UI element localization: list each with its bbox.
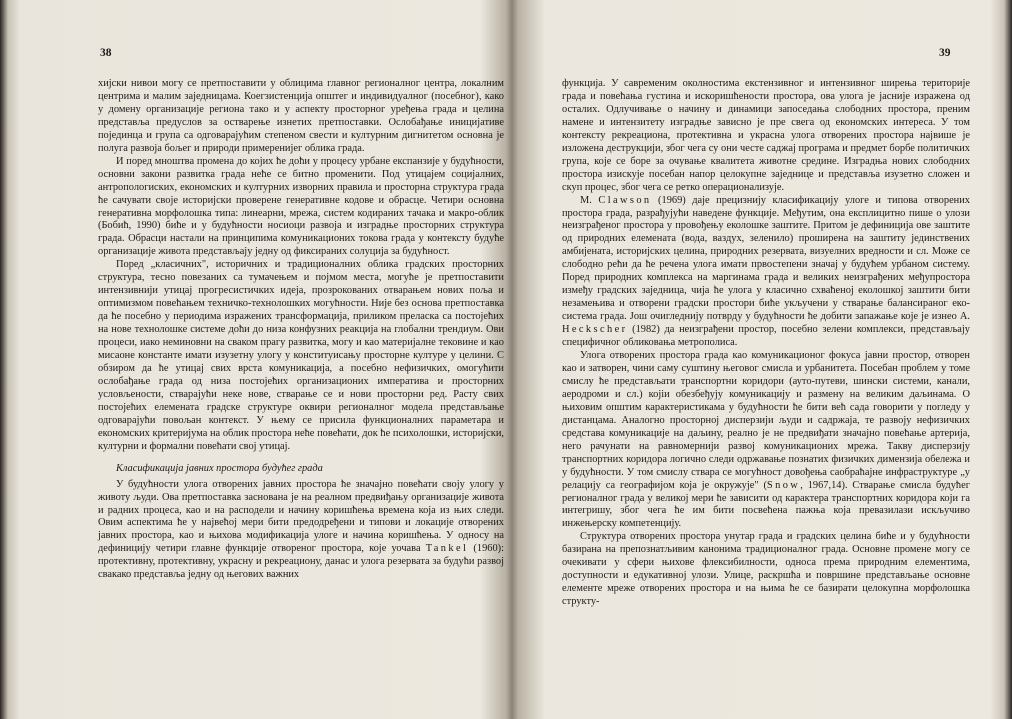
paragraph: И поред мноштва промена до којих ће доћи у процесу урбане експанзије у будућности, основни закони развитка града неће се битно променити. Под утицајем социјалних, антропологиских, економских и културних изворних правила и просторна структура града ће сачувати своје историјски проверене генеративне кодове и обрасце. Четири основна генеративна морфолошка типа: линеарни, мрежа, систем кодираних тачака и макро-облик (Бобић, 1990) биће и у будућности носиоци развоја и изградње просторних структура града. Обрасци настали на принципима комуникационих токова града у контексту будуће организације живота представљају једну од фиксираних солуција за будућност.: [98, 155, 504, 258]
paragraph: [562, 350, 970, 531]
left-page: [14, 0, 506, 719]
paragraph-text: У будућности улога отворених јавних простора ће значајно повећати своју улогу у животу људи. Ова претпоставка заснована је на реалном предвиђању организације живота и радних процеса, као и на расподели и начину коришћења времена која из њих следи. Овим аспектима ће у највећој мери бити предодређени и типови и локације отворених јавних простора, као и њихова модификација улоге и начина коришћења. У односу на дефиницију четири главне функције отвореног простора, које уочава: [98, 478, 504, 555]
paragraph: [98, 479, 504, 583]
right-page: [522, 0, 1006, 719]
page-number-right: 39: [939, 47, 951, 59]
paragraph-text: (1982) да неизграђени простор, посебно зелени комплекси, представљају специфичног обликовања метрополиса.: [562, 324, 970, 349]
paragraph-text: (1960): протективну, протективну, украсну и рекреациону, данас и улога резервата за будући развој свакако представља једну од његових важних: [98, 543, 505, 581]
paragraph: хијски нивои могу се претпоставити у облицима главног регионалног центра, локалним центрима и малим заједницама. Коегзистенција општег и индивидуалног (посебног), како у домену организације региона тако и у аспекту просторног уређења града и целина представља предуслов за остварење изнетих претпоставки. Ослобађање иницијативе појединца и група са одговарајућим степеном свести и културним дигнитетом основна је полуга развоја бољег и природи примеренијег облика града.: [98, 78, 504, 154]
left-page-body: [98, 78, 504, 582]
section-heading: Класификација јавних простора будућег града: [116, 462, 323, 474]
right-page-body: [562, 78, 970, 609]
author-name: Snow: [766, 479, 801, 491]
paragraph: функција. У савременим околностима екстензивног и интензивног ширења територије града и повећања густина и искоришћености простора, ова улога је јасније изражена од осталих. Одлучивање о начину и динамици запоседања слободних простора, преним наменe и интензитету изградње зависно је пре свега од економских интереса. У том контексту рекреационa, протективна и украсна улога отворених простора највише је изложена деструкцији, због чега су они честе саджај програма и предмет борбе политичких група, које се боре за очување квалитета животне средине. Изградња нових слободних простора изискује посебан напор целокупне заједнице и представља изузетно сложен и скуп процес, због чега се ретко операционализује.: [562, 78, 970, 193]
paragraph-text: (1969) даје прецизнију класификацију улоге и типова отворених простора града, разрађујући наведене функције. Међутим, она експлицитно пише о улози неизграђеног простора у провођењу еколошке заштите. Притом је дефиниција ове заштите од природних елемената (вода, ваздух, зеленило) проширена на заштиту јединствених амбијената, историјских целина, природних резервата, визуелних вредности и сл. Може се слободно рећи да ће речена улога имати првостепени значај у будућем урбаном систему. Поред природних комплекса на маргинама града и великих неизграђених међупростора између градских заједница, чија ће улога у класично схваћеној еколошкој заштити бити незамењива и отворени градски простори биће укључени у стварање балансираног еко-система града. Још очигледнију потврду у будућности ће добити запажање које је изнео A.: [562, 194, 970, 323]
paragraph: Структура отворених простора унутар града и градских целина биће и у будућности базирана на препознатљивим канонима традиционалног града. Основне промене могу се очекивати у сфери њихове флексибилности, односа према природним елементима, доступности и едукативној улози. Улице, раскршћа и површине представљање основне елементе мреже отворених простора и на њима ће се базирати целокупна морфолошка структу-: [562, 531, 970, 608]
author-name: Heckscher: [562, 324, 628, 336]
page-number-left: 38: [100, 47, 112, 59]
paragraph-text: M.: [580, 194, 599, 206]
author-name: Tankel: [425, 543, 469, 555]
paragraph-text: , 1967,14). Стварање смисла будућег регионалног града у великој мери ће зависити од карактера транспортних коридора који га интегришу, због чега ће им бити посвећена пажња која превазилази искључиво инжењерску компетенцију.: [562, 479, 970, 530]
paragraph-text: Улога отворених простора града као комуникационог фокуса јавни простор, отворен као и затворен, чини саму суштину његовог смисла и урбанитета. Посебан проблем у томе смислу ће представљати транспортни коридори (ауто-путеви, шински системи, канали, аеродроми и сл.) којiи обезбеђују комуникацију и размену на великим даљинама. О њиховим општим карактеристикама у будућности ће бити већ сада говорити у погледу у дистанцама. Аналогно просторној дисперзији људи и садржаја, те развоју нефизичких средстава комуникације на даљину, реално је не предвиђати значајно повећање артерија, него рачунати на равномернији развој комуникационих мрежа. Такву дисперзију транспортних коридора логично следи одржавање познатих физичких димензија обележа и у будућности. У том смислу ствара се могућност довођења саобраћајне инфраструктуре „у релацију са географијом која је окружује" (: [562, 350, 970, 491]
paragraph: Поред „класичних", историчних и традиционалних облика градских просторних структура, тесно повезаних са тумачењем и појмом места, могуће је претпоставити интензивнији утицај прогресистичких идеја, прозрокованих отварањем нових поља и оптимизмом повећањем техничко-технолошких могућности. Није без основа претпоставка да ће посебно у периодима изражених трансформација, приликом преласка са постојећих на нове технолошке системе доћи до низа конфузних реакција на глобални трендиум. Ови процеси, иако неминовни на сваком прагу развитка, могу и као материјалне тековине и као мисаоне константе имати изузетну улогу у конституисању просторне културе у целини. С обзиром да ће утицај свих врста комуникација, а посебно нефизичких, омогућити ослобађање града од низа постојећих организационих императива и просторних условљености, стварајући неке нове, стварање се и нови просторни ред. Расту свих постојећих елемената градске структуре оквири регионалног модела представљање одговарајући повољан контекст. У њему се присила функционалних параметара и економских критеријума на облик простора неће повећати, док ће психолошки, историјски, културни и формални повећати свој утицај.: [98, 259, 504, 452]
paragraph: [562, 195, 970, 350]
author-name: Clawson: [598, 194, 652, 206]
